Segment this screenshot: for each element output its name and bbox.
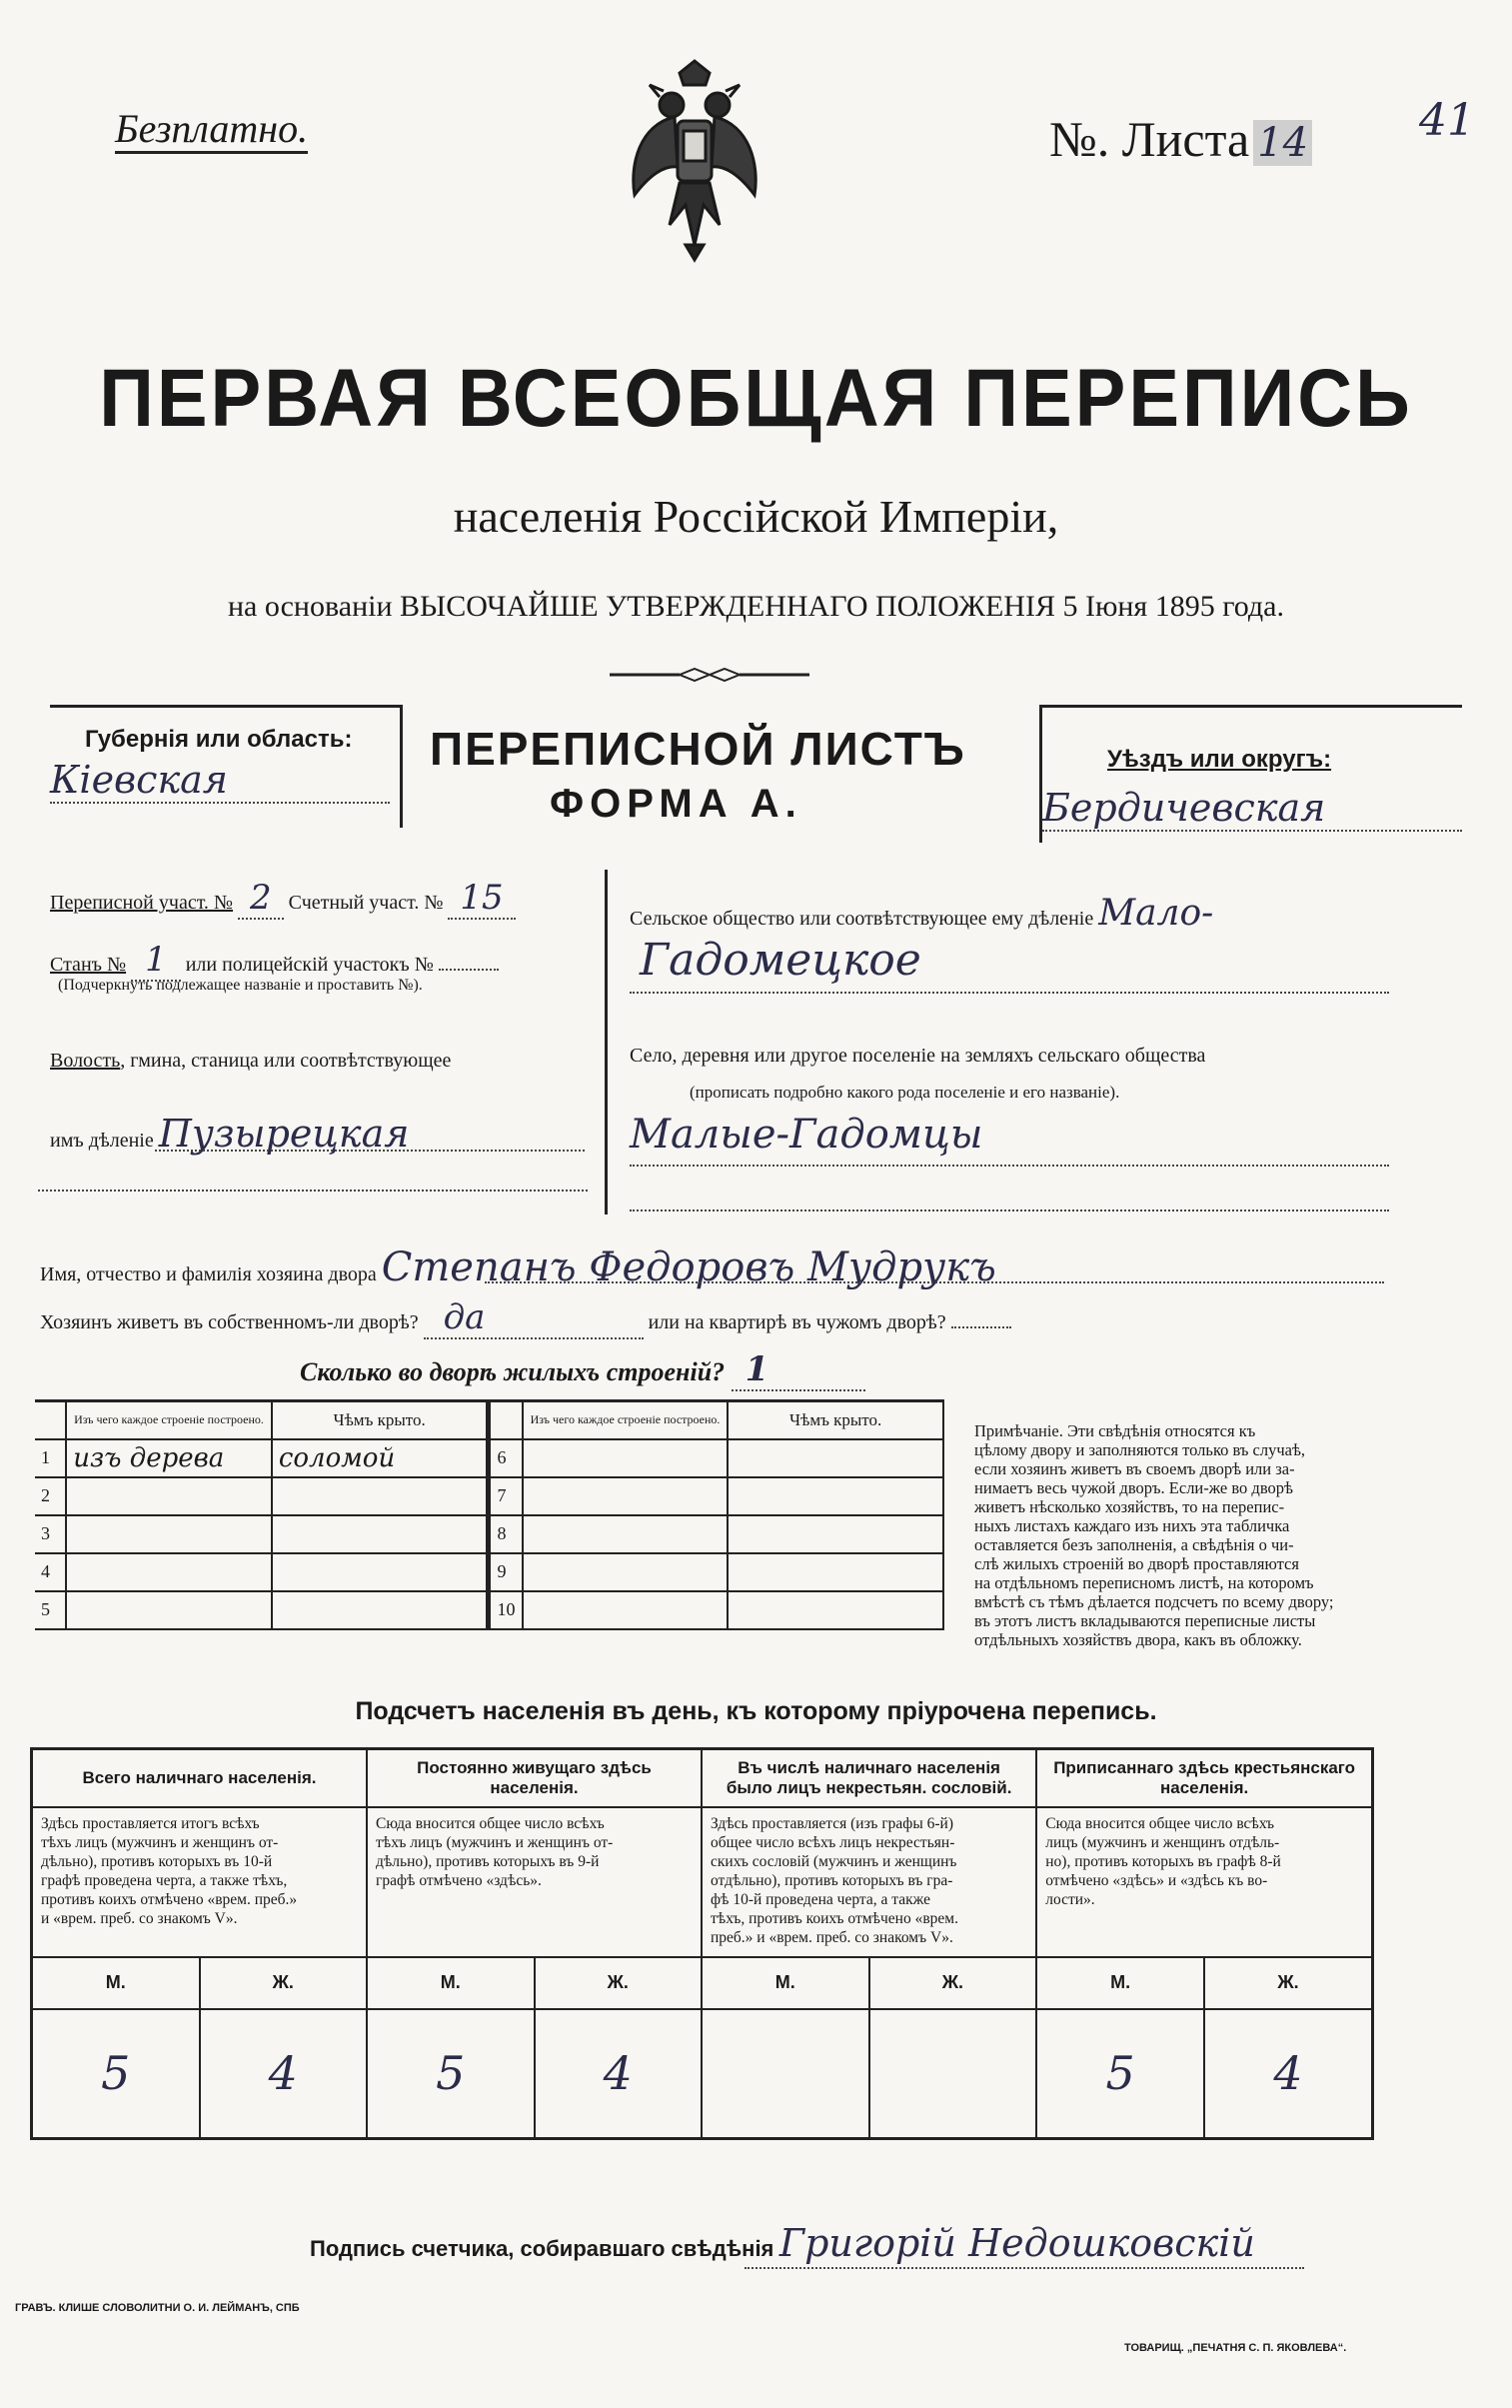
male-label: М. <box>367 1957 535 2009</box>
society-underline <box>630 992 1389 994</box>
tally-row <box>32 2009 1373 2139</box>
col-roof-2: Чѣмъ крыто. <box>728 1401 943 1439</box>
row-number: 4 <box>35 1553 66 1591</box>
building-material <box>523 1439 729 1477</box>
footer-printer: ТОВАРИЩ. „ПЕЧАТНЯ С. П. ЯКОВЛЕВА“. <box>1124 2342 1347 2354</box>
female-label: Ж. <box>1204 1957 1372 2009</box>
tally-description-line: лицъ (мужчинъ и женщинъ отдѣль- <box>1045 1833 1280 1851</box>
volost-label: Волость, гмина, станица или соотвѣтствующее <box>50 1050 452 1072</box>
stan-field: Станъ № 1 или полицейскій участокъ № <box>50 940 499 980</box>
tally-column-description <box>32 1807 368 1957</box>
note-line: вмѣстѣ съ тѣмъ дѣлается подсчетъ по всему двору; <box>974 1592 1334 1611</box>
building-material <box>523 1591 729 1629</box>
tally-description-line: дѣльно), противъ которыхъ въ 9-й <box>376 1852 600 1870</box>
own-yard-value: да <box>424 1297 644 1339</box>
row-number: 3 <box>35 1515 66 1553</box>
uezd-label: Уѣздъ или округъ: <box>1107 746 1332 773</box>
note-line: если хозяинъ живетъ въ своемъ дворѣ или за- <box>974 1459 1295 1478</box>
tally-description-line: графѣ проведена черта, а также тѣхъ, <box>41 1871 288 1889</box>
row-number: 8 <box>489 1515 523 1553</box>
signature-field: Подпись счетчика, собиравшаго свѣдѣнія Григорій Недошковскій <box>310 2221 1255 2265</box>
tally-description-line: и «врем. преб. со знакомъ V». <box>41 1909 238 1927</box>
form-subtitle: ФОРМА А. <box>550 782 802 826</box>
village-note: (прописать подробно какого рода поселеніе и его названіе). <box>690 1083 1120 1102</box>
note-line: живетъ нѣсколько хозяйствъ, то на перепис- <box>974 1497 1285 1516</box>
village-underline-2 <box>630 1209 1389 1211</box>
col-material-2: Изъ чего каждое строеніе построено. <box>523 1401 729 1439</box>
volost-value: Пузырецкая <box>158 1112 410 1156</box>
tally-description-line: тѣхъ лицъ (мужчинъ и женщинъ от- <box>41 1833 279 1851</box>
male-count: 5 <box>32 2009 200 2139</box>
page-subtitle: населенія Россійской Имперіи, <box>453 491 1059 542</box>
signature-underline <box>745 2267 1304 2269</box>
tally-description-line: Сюда вносится общее число всѣхъ <box>1045 1814 1275 1832</box>
society-value-2: Гадомецкое <box>640 935 921 986</box>
tally-table <box>30 1747 1374 2140</box>
male-count <box>702 2009 869 2139</box>
stan-value: 1 <box>131 940 181 982</box>
building-roof <box>728 1515 943 1553</box>
own-yard-field: Хозяинъ живетъ въ собственномъ-ли дворѣ? да или на квартирѣ въ чужомъ дворѣ? <box>40 1297 1011 1339</box>
male-label: М. <box>702 1957 869 2009</box>
tally-description-line: тѣхъ, противъ коихъ отмѣчено «врем. <box>711 1909 958 1927</box>
volost-underline-2 <box>38 1190 588 1192</box>
owner-underline <box>485 1281 1384 1283</box>
female-label: Ж. <box>535 1957 703 2009</box>
tally-column-header: Приписаннаго здѣсь крестьянскаго населенія. <box>1036 1749 1372 1807</box>
building-roof <box>272 1591 489 1629</box>
footer-engraver: ГРАВЪ. КЛИШЕ СЛОВОЛИТНИ О. И. ЛЕЙМАНЪ, СПБ <box>15 2302 300 2314</box>
buildings-value: 1 <box>732 1349 865 1391</box>
uezd-box <box>1039 705 1462 843</box>
tally-description-line: фѣ 10-й проведена черта, а также <box>711 1890 931 1908</box>
uezd-value: Бердичевская <box>1042 786 1462 832</box>
village-label: Село, деревня или другое поселеніе на земляхъ сельскаго общества <box>630 1045 1206 1067</box>
tally-description-line: общее число всѣхъ лицъ некрестьян- <box>711 1833 955 1851</box>
note-line: нимаетъ весь чужой дворъ. Если-же во дворѣ <box>974 1478 1293 1497</box>
row-number: 10 <box>489 1591 523 1629</box>
note-line: ныхъ листахъ каждаго изъ нихъ эта табличка <box>974 1516 1290 1535</box>
row-number: 5 <box>35 1591 66 1629</box>
gubernia-value: Кіевская <box>50 758 390 804</box>
owner-name-field: Имя, отчество и фамилія хозяина двора Степанъ Федоровъ Мудрукъ <box>40 1244 996 1290</box>
tally-row <box>32 1957 1373 2009</box>
free-label: Безплатно. <box>115 105 308 152</box>
gubernia-label: Губернія или область: <box>85 726 353 753</box>
tally-description-line: дѣльно), противъ которыхъ въ 10-й <box>41 1852 273 1870</box>
buildings-table-row <box>35 1439 943 1477</box>
tally-row <box>32 1807 1373 1957</box>
owner-name-value: Степанъ Федоровъ Мудрукъ <box>381 1244 996 1290</box>
tally-description-line: но), противъ которыхъ въ графѣ 8-й <box>1045 1852 1281 1870</box>
tally-description-line: Сюда вносится общее число всѣхъ <box>376 1814 605 1832</box>
building-roof <box>728 1591 943 1629</box>
volost-field: имъ дѣленіе Пузырецкая <box>50 1112 410 1156</box>
tally-description-line: лости». <box>1045 1890 1095 1908</box>
building-material <box>66 1515 272 1553</box>
tally-column-description <box>1036 1807 1372 1957</box>
tally-column-header: Постоянно живущаго здѣсь населенія. <box>367 1749 702 1807</box>
row-number: 2 <box>35 1477 66 1515</box>
form-title: ПЕРЕПИСНОЙ ЛИСТЪ <box>430 723 966 775</box>
row-number: 7 <box>489 1477 523 1515</box>
buildings-field: Сколько во дворѣ жилыхъ строеній? 1 <box>300 1349 865 1391</box>
buildings-table-row <box>35 1591 943 1629</box>
building-material: изъ дерева <box>66 1439 272 1477</box>
building-roof <box>272 1553 489 1591</box>
corner-archive-mark: 41 <box>1419 95 1475 146</box>
note-line: Примѣчаніе. Эти свѣдѣнія относятся къ <box>974 1421 1256 1440</box>
tally-description-line: отдѣльно), противъ которыхъ въ гра- <box>711 1871 953 1889</box>
building-roof <box>728 1439 943 1477</box>
building-material <box>66 1553 272 1591</box>
tally-description-line: отмѣчено «здѣсь» и «здѣсь къ во- <box>1045 1871 1268 1889</box>
building-material <box>523 1477 729 1515</box>
double-headed-eagle-emblem <box>620 55 769 265</box>
note-line: на отдѣльномъ переписномъ листѣ, на которомъ <box>974 1573 1314 1592</box>
row-number: 1 <box>35 1439 66 1477</box>
male-count: 5 <box>367 2009 535 2139</box>
tally-description-line: графѣ отмѣчено «здѣсь». <box>376 1871 542 1889</box>
tally-description-line: преб.» и «врем. преб. со знакомъ V». <box>711 1928 953 1946</box>
sheet-number: №. Листа 14 <box>1049 110 1312 168</box>
male-label: М. <box>32 1957 200 2009</box>
sheet-number-value: 14 <box>1253 120 1312 166</box>
tally-description-line: Здѣсь проставляется итогъ всѣхъ <box>41 1814 260 1832</box>
buildings-table <box>35 1399 944 1630</box>
tally-description-line: Здѣсь проставляется (изъ графы 6-й) <box>711 1814 954 1832</box>
row-number: 6 <box>489 1439 523 1477</box>
police-note: (Подчеркнуть подлежащее названіе и проставить №). <box>58 977 423 994</box>
building-roof: соломой <box>272 1439 489 1477</box>
male-label: М. <box>1036 1957 1204 2009</box>
female-count: 4 <box>535 2009 703 2139</box>
legal-basis: на основаніи ВЫСОЧАЙШЕ УТВЕРЖДЕННАГО ПОЛОЖЕНІЯ 5 Іюня 1895 года. <box>228 590 1284 623</box>
tally-column-description <box>367 1807 702 1957</box>
note-line: отдѣльныхъ хозяйствъ двора, какъ въ обложку. <box>974 1630 1302 1649</box>
ornament-divider <box>610 668 809 678</box>
female-count: 4 <box>1204 2009 1372 2139</box>
note-line: слѣ жилыхъ строеній во дворѣ проставляются <box>974 1554 1299 1573</box>
signature-value: Григорій Недошковскій <box>778 2221 1255 2265</box>
building-roof <box>728 1477 943 1515</box>
male-count: 5 <box>1036 2009 1204 2139</box>
volost-underline <box>155 1150 585 1152</box>
building-material <box>66 1591 272 1629</box>
female-count <box>869 2009 1037 2139</box>
page-title: ПЕРВАЯ ВСЕОБЩАЯ ПЕРЕПИСЬ <box>99 352 1413 445</box>
female-label: Ж. <box>200 1957 368 2009</box>
tally-column-header: Въ числѣ наличнаго населенія было лицъ некрестьян. сословій. <box>702 1749 1036 1807</box>
note-line: въ этотъ листъ вкладываются переписные листы <box>974 1611 1316 1630</box>
buildings-table-header <box>35 1401 943 1439</box>
building-material <box>523 1553 729 1591</box>
buildings-table-row <box>35 1515 943 1553</box>
tally-row <box>32 1749 1373 1807</box>
count-area-value: 15 <box>448 878 515 920</box>
tally-column-header: Всего наличнаго населенія. <box>32 1749 368 1807</box>
building-roof <box>272 1515 489 1553</box>
building-roof <box>272 1477 489 1515</box>
buildings-table-row <box>35 1553 943 1591</box>
census-area-field: Переписной участ. № 2 Счетный участ. № 15 <box>50 878 516 918</box>
building-material <box>66 1477 272 1515</box>
society-value-1: Мало- <box>1098 893 1214 934</box>
village-value: Малые-Гадомцы <box>630 1112 983 1158</box>
village-underline <box>630 1165 1389 1167</box>
col-roof: Чѣмъ крыто. <box>272 1401 489 1439</box>
tally-description-line: тѣхъ лицъ (мужчинъ и женщинъ от- <box>376 1833 614 1851</box>
column-divider <box>605 870 608 1214</box>
note-block <box>974 1421 1384 1649</box>
society-field: Сельское общество или соотвѣтствующее ему дѣленіе Мало- <box>630 893 1214 934</box>
building-roof <box>728 1553 943 1591</box>
col-material: Изъ чего каждое строеніе построено. <box>66 1401 272 1439</box>
female-count: 4 <box>200 2009 368 2139</box>
tally-description-line: скихъ сословій (мужчинъ и женщинъ <box>711 1852 957 1870</box>
female-label: Ж. <box>869 1957 1037 2009</box>
tally-title: Подсчетъ населенія въ день, къ которому пріурочена перепись. <box>355 1697 1157 1725</box>
note-line: оставляется безъ заполненія, а свѣдѣнія о чи- <box>974 1535 1294 1554</box>
building-material <box>523 1515 729 1553</box>
buildings-table-row <box>35 1477 943 1515</box>
note-line: цѣлому двору и заполняются только въ случаѣ, <box>974 1440 1306 1459</box>
tally-description-line: противъ коихъ отмѣчено «врем. преб.» <box>41 1890 298 1908</box>
row-number: 9 <box>489 1553 523 1591</box>
census-area-value: 2 <box>238 878 284 920</box>
tally-column-description <box>702 1807 1036 1957</box>
gubernia-box <box>50 705 403 828</box>
